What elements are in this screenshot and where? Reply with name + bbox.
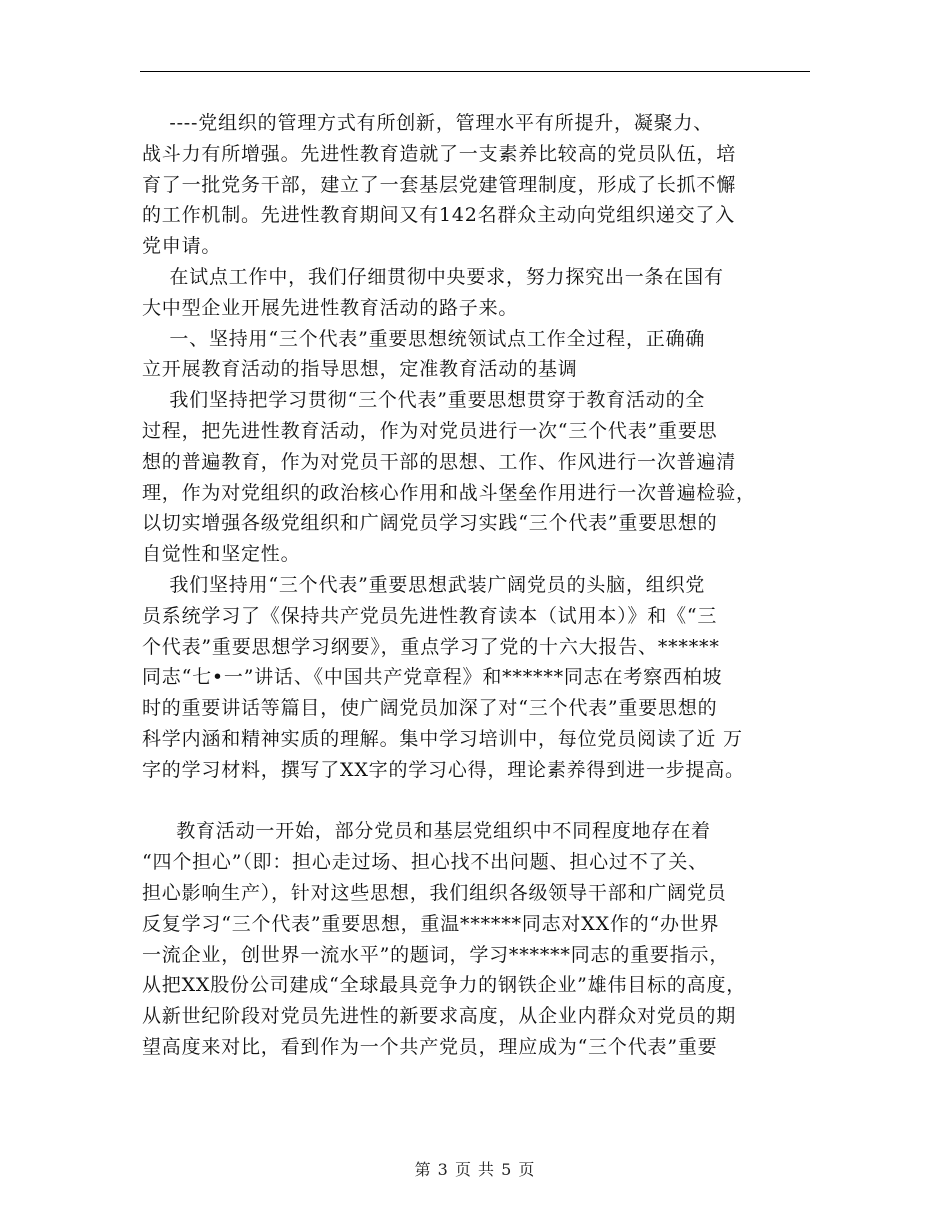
text-line: 科学内涵和精神实质的理解。集中学习培训中，每位党员阅读了近 万 — [142, 727, 743, 750]
text-line: 理，作为对党组织的政治核心作用和战斗堡垒作用进行一次普遍检验， — [142, 481, 756, 504]
text-line: 望高度来对比，看到作为一个共产党员，理应成为“三个代表”重要 — [142, 1035, 718, 1058]
text-line: 大中型企业开展先进性教育活动的路子来。 — [142, 296, 519, 319]
text-line: 以切实增强各级党组织和广阔党员学习实践“三个代表”重要思想的 — [142, 512, 718, 535]
text-line: 自觉性和坚定性。 — [142, 543, 301, 566]
text-line: “四个担心”（即：担心走过场、担心找不出问题、担心过不了关、 — [142, 851, 708, 874]
text-line: 教育活动一开始，部分党员和基层党组织中不同程度地存在着 — [142, 820, 711, 843]
text-line: 一流企业，创世界一流水平”的题词，学习******同志的重要指示， — [142, 943, 730, 966]
text-line: 从新世纪阶段对党员先进性的新要求高度，从企业内群众对党员的期 — [142, 1005, 737, 1028]
text-line: 战斗力有所增强。先进性教育造就了一支素养比较高的党员队伍，培 — [142, 142, 737, 165]
text-line: 担心影响生产），针对这些思想，我们组织各级领导干部和广阔党员 — [142, 881, 727, 904]
header-rule — [140, 71, 810, 72]
text-line: 反复学习“三个代表”重要思想，重温******同志对XX作的“办世界 — [142, 912, 720, 935]
text-line: 的工作机制。先进性教育期间又有142名群众主动向党组织递交了入 — [142, 204, 736, 227]
text-line: ----党组织的管理方式有所创新，管理水平有所提升，凝聚力、 — [142, 112, 714, 134]
text-line: 立开展教育活动的指导思想，定准教育活动的基调 — [142, 358, 578, 381]
page-footer — [0, 1157, 950, 1180]
text-line: 我们坚持把学习贯彻“三个代表”重要思想贯穿于教育活动的全 — [142, 389, 706, 412]
document-body — [142, 108, 810, 1063]
text-line: 同志“七•一”讲话、《中国共产党章程》和******同志在考察西柏坡 — [142, 666, 723, 689]
text-line: 我们坚持用“三个代表”重要思想武装广阔党员的头脑，组织党 — [142, 573, 706, 596]
text-line: 时的重要讲话等篇目，使广阔党员加深了对“三个代表”重要思想的 — [142, 697, 718, 720]
text-line: 个代表”重要思想学习纲要》，重点学习了党的十六大报告、****** — [142, 635, 720, 658]
text-line: 党申请。 — [142, 235, 222, 258]
text-line: 从把XX股份公司建成“全球最具竞争力的钢铁企业”雄伟目标的高度， — [142, 974, 747, 997]
page-number: 第 3 页 共 5 页 — [414, 1160, 536, 1179]
text-line: 字的学习材料，撰写了XX字的学习心得，理论素养得到进一步提高。 — [142, 758, 745, 781]
text-line: 想的普遍教育，作为对党员干部的思想、工作、作风进行一次普遍清 — [142, 450, 737, 473]
text-line: 过程，把先进性教育活动，作为对党员进行一次“三个代表”重要思 — [142, 419, 718, 442]
text-line: 在试点工作中，我们仔细贯彻中央要求，努力探究出一条在国有 — [142, 265, 724, 288]
text-line: 育了一批党务干部，建立了一套基层党建管理制度，形成了长抓不懈 — [142, 173, 737, 196]
text-line: 员系统学习了《保持共产党员先进性教育读本（试用本）》和《“三 — [142, 604, 718, 627]
blank-line — [142, 786, 810, 817]
text-line: 一、坚持用“三个代表”重要思想统领试点工作全过程，正确确 — [142, 327, 706, 350]
